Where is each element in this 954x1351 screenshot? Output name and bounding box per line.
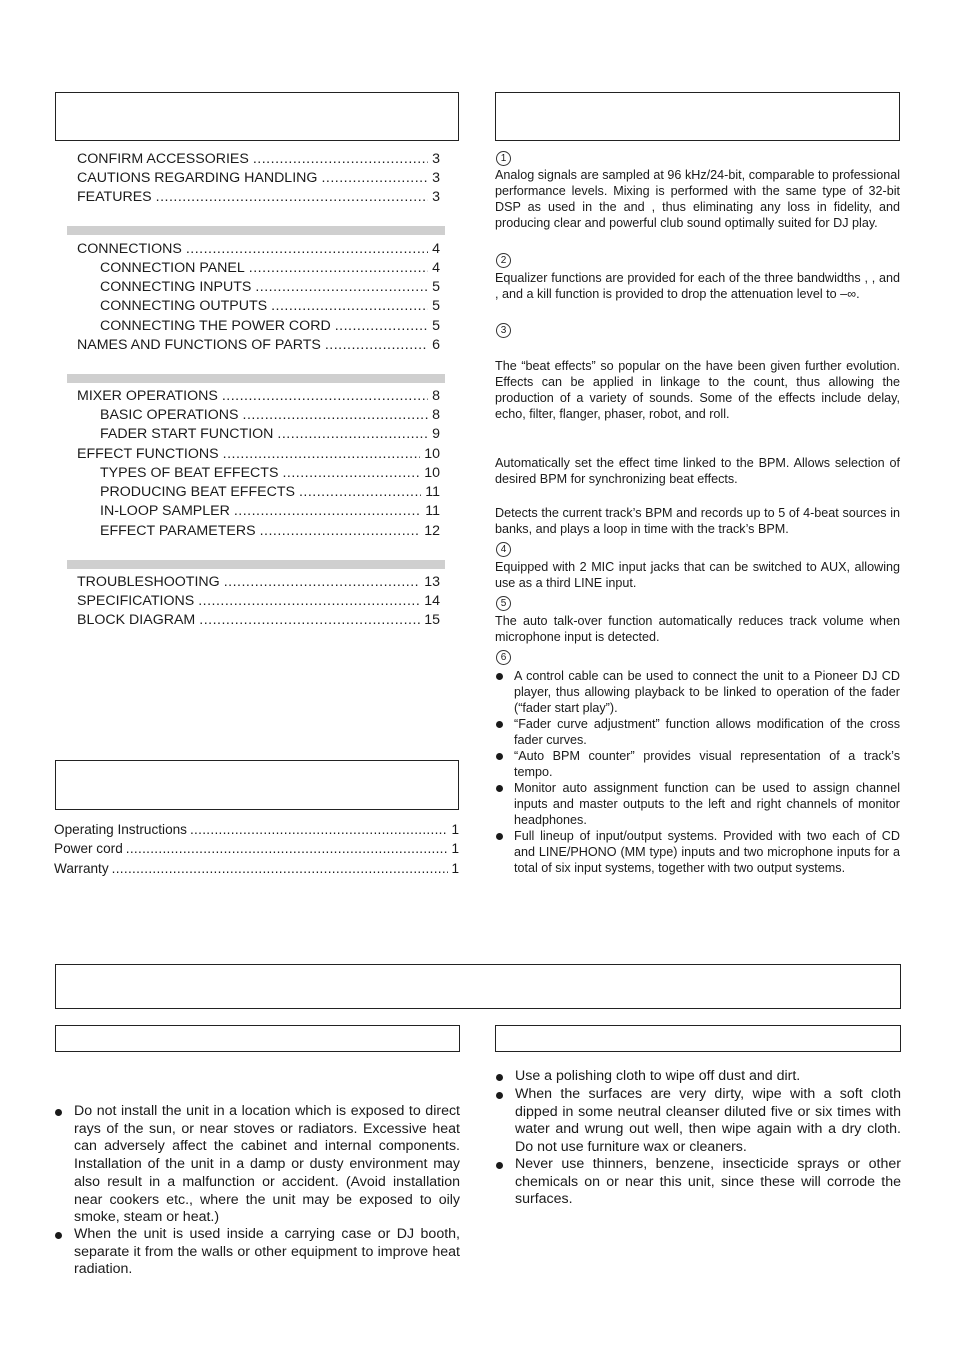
location-bullet-text: When the unit is used inside a carrying case or DJ booth, separate it from the walls or other equipment to improve heat radiation.: [74, 1226, 460, 1278]
location-bullet-text: Do not install the unit in a location which is exposed to direct rays of the sun, or near stoves or radiators. Excessive heat can adversely affect the cabinet and internal components. Installation of the unit in a damp or dusty environment may also result in a malfunction or accident. (Avoid installation near cookers etc., where the unit may be exposed to oily smoke, steam or heat.): [74, 1103, 460, 1226]
feature-text: Automatically set the effect time linked to the BPM. Allows selection of desired BPM for synchronizing beat effects.: [495, 456, 900, 487]
toc-entry: [100, 464, 440, 483]
toc-entry-page: 9: [432, 426, 440, 442]
section-divider: [67, 560, 445, 569]
accessory-name: Operating Instructions: [54, 822, 187, 837]
location-bullet: [55, 1226, 460, 1279]
toc-entry-label: FEATURES: [77, 189, 152, 205]
bullet-icon: [496, 1074, 503, 1081]
feature-text: The auto talk-over function automatically reduces track volume when microphone input is detected.: [495, 614, 900, 645]
bullet-icon: [496, 673, 503, 680]
feature-number: 5: [496, 596, 511, 611]
toc-entry-page: 10: [424, 446, 440, 462]
toc-entry-label: EFFECT PARAMETERS: [100, 523, 256, 539]
feature-bullet-text: “Auto BPM counter” provides visual representation of a track’s tempo.: [514, 749, 900, 780]
cleaning-bullet-text: When the surfaces are very dirty, wipe with a soft cloth dipped in some neutral cleanser diluted five or six times with water and wrung out well, then wipe again with a dry cloth. Do not use furniture wax or cleaners.: [515, 1086, 901, 1156]
toc-entry-label: TROUBLESHOOTING: [77, 574, 220, 590]
toc-entry: [100, 278, 440, 297]
accessory-name: Warranty: [54, 861, 109, 876]
toc-entry: [100, 483, 440, 502]
toc-entry: [77, 445, 440, 464]
feature-number: 6: [496, 650, 511, 665]
toc-entry-page: 3: [432, 189, 440, 205]
bullet-icon: [55, 1232, 62, 1239]
bullet-icon: [496, 833, 503, 840]
accessory-qty: 1: [451, 822, 459, 837]
toc-entry-label: SPECIFICATIONS: [77, 593, 195, 609]
bullet-icon: [496, 785, 503, 792]
feature-bullet-text: Full lineup of input/output systems. Provided with two each of CD and LINE/PHONO (MM type) inputs and two microphone inputs for a total of six input systems, together with two output systems.: [514, 829, 900, 876]
toc-entry-label: BLOCK DIAGRAM: [77, 612, 196, 628]
toc-entry-label: CONNECTION PANEL: [100, 260, 245, 276]
cleaning-title-box: [495, 1025, 901, 1052]
cleaning-bullet-text: Never use thinners, benzene, insecticide sprays or other chemicals on or near this unit, since these will corrode the surfaces.: [515, 1156, 901, 1208]
toc-entry: [77, 240, 440, 259]
location-bullet: [55, 1103, 460, 1227]
toc-entry-label: CONNECTING OUTPUTS: [100, 298, 268, 314]
feature-bullet: [496, 748, 900, 780]
toc-entry-label: CONNECTIONS: [77, 241, 182, 257]
accessory-item: [54, 859, 459, 878]
cleaning-bullet-text: Use a polishing cloth to wipe off dust and dirt.: [515, 1068, 801, 1084]
accessory-qty: 1: [451, 861, 459, 876]
bullet-icon: [55, 1109, 62, 1116]
feature-text: Equalizer functions are provided for each of the three bandwidths , , and , and a kill function is provided to drop the attenuation level to –∞.: [495, 271, 900, 302]
feature-bullet: [496, 780, 900, 828]
toc-entry-page: 11: [425, 484, 440, 500]
feature-number: 1: [496, 151, 511, 166]
feature-number: 3: [496, 323, 511, 338]
bullet-icon: [496, 753, 503, 760]
toc-entry-label: EFFECT FUNCTIONS: [77, 446, 219, 462]
toc-entry-label: CAUTIONS REGARDING HANDLING: [77, 170, 318, 186]
cleaning-bullet: [496, 1068, 901, 1086]
toc-entry-page: 15: [424, 612, 440, 628]
feature-text: Equipped with 2 MIC input jacks that can be switched to AUX, allowing use as a third LINE input.: [495, 560, 900, 591]
toc-entry-label: PRODUCING BEAT EFFECTS: [100, 484, 295, 500]
feature-bullet: [496, 828, 900, 876]
toc-entry: [77, 169, 440, 188]
feature-number: 4: [496, 542, 511, 557]
toc-entry-page: 5: [432, 318, 440, 334]
accessory-name: Power cord: [54, 841, 123, 856]
feature-text: Analog signals are sampled at 96 kHz/24-bit, comparable to professional performance levels. Mixing is performed with the same type of 32-bit DSP as used in the and , thus eliminating any loss in fidelity, and producing clear and powerful club sound optimally suited for DJ play.: [495, 168, 900, 231]
toc-entry: [77, 188, 440, 207]
toc-entry-page: 5: [432, 298, 440, 314]
location-title-box: [55, 1025, 460, 1052]
toc-entry-label: CONFIRM ACCESSORIES: [77, 151, 249, 167]
toc-entry-label: MIXER OPERATIONS: [77, 388, 218, 404]
accessory-qty: 1: [451, 841, 459, 856]
toc-entry-page: 4: [432, 241, 440, 257]
toc-entry-page: 13: [424, 574, 440, 590]
toc-entry-page: 12: [424, 523, 440, 539]
section-divider: [67, 226, 445, 235]
toc-entry-label: IN-LOOP SAMPLER: [100, 503, 230, 519]
toc-entry-label: CONNECTING THE POWER CORD: [100, 318, 331, 334]
feature-text: The “beat effects” so popular on the have been given further evolution. Effects can be applied in linkage to the count, thus allowing the production of a variety of sounds. Some of the effects include delay, echo, filter, flanger, phaser, robot, and roll.: [495, 359, 900, 422]
accessories-title-box: [55, 760, 459, 810]
accessory-item: [54, 839, 459, 858]
toc-entry-page: 3: [432, 170, 440, 186]
toc-entry: [100, 406, 440, 425]
toc-entry-page: 6: [432, 337, 440, 353]
cleaning-bullet: [496, 1086, 901, 1157]
section-divider: [67, 374, 445, 383]
toc-entry: [77, 150, 440, 169]
toc-entry-page: 11: [425, 503, 440, 519]
toc-entry-page: 5: [432, 279, 440, 295]
feature-bullet-text: Monitor auto assignment function can be used to assign channel inputs and master outputs to the left and right channels of monitor headphones.: [514, 781, 900, 828]
toc-entry-label: CONNECTING INPUTS: [100, 279, 252, 295]
toc-entry-label: NAMES AND FUNCTIONS OF PARTS: [77, 337, 321, 353]
toc-entry: [100, 297, 440, 316]
toc-entry-page: 4: [432, 260, 440, 276]
feature-bullet: [496, 716, 900, 748]
handling-title-box: [55, 964, 901, 1009]
toc-entry: [100, 522, 440, 541]
toc-entry-label: TYPES OF BEAT EFFECTS: [100, 465, 279, 481]
bullet-icon: [496, 1162, 503, 1169]
feature-bullet: [496, 668, 900, 716]
toc-entry: [77, 611, 440, 630]
toc-entry-label: BASIC OPERATIONS: [100, 407, 239, 423]
toc-entry-page: 14: [424, 593, 440, 609]
bullet-icon: [496, 721, 503, 728]
toc-entry: [100, 502, 440, 521]
toc-entry-page: 8: [432, 388, 440, 404]
features-title-box: [495, 92, 900, 141]
cleaning-bullet: [496, 1156, 901, 1209]
contents-title-box: [55, 92, 459, 141]
toc-entry-page: 8: [432, 407, 440, 423]
toc-entry: [77, 336, 440, 355]
bullet-icon: [496, 1092, 503, 1099]
toc-entry-label: FADER START FUNCTION: [100, 426, 274, 442]
toc-entry-page: 10: [424, 465, 440, 481]
feature-text: Detects the current track’s BPM and records up to 5 of 4-beat sources in banks, and plays a loop in time with the track’s BPM.: [495, 506, 900, 537]
feature-bullet-text: A control cable can be used to connect the unit to a Pioneer DJ CD player, thus allowing playback to be linked to operation of the fader (“fader start play”).: [514, 669, 900, 716]
accessory-item: [54, 820, 459, 839]
toc-entry: [77, 387, 440, 406]
toc-entry: [100, 259, 440, 278]
toc-entry: [77, 573, 440, 592]
toc-entry: [77, 592, 440, 611]
feature-bullet-text: “Fader curve adjustment” function allows modification of the cross fader curves.: [514, 717, 900, 748]
feature-number: 2: [496, 253, 511, 268]
toc-entry: [100, 425, 440, 444]
toc-entry: [100, 317, 440, 336]
toc-entry-page: 3: [432, 151, 440, 167]
